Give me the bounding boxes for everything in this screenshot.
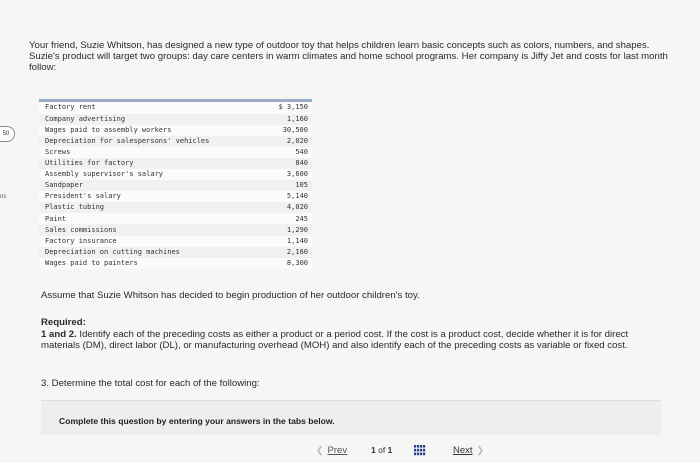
cost-name: Wages paid to painters: [45, 259, 138, 268]
cost-row: [39, 125, 312, 136]
cost-row: [39, 136, 312, 147]
cost-row: [39, 169, 312, 180]
required-heading: Required:: [41, 317, 86, 328]
total-pages: 1: [387, 445, 393, 455]
cost-row: [39, 191, 312, 202]
cost-row: [39, 101, 312, 114]
cost-name: President's salary: [45, 192, 121, 201]
cost-row: [39, 258, 312, 269]
cost-amount: 4,020: [267, 202, 312, 213]
cost-name: Utilities for factory: [39, 158, 267, 169]
requirement-1-2-text: Identify each of the preceding costs as either a product or a period cost. If the cost is a product cost, decide whether it is for direct materials (DM), direct labor (DL), or manufacturing overhead (MOH) and also identify each of the preceding costs as variable or fixed cost.: [41, 328, 629, 351]
cost-name: Sales commissions: [39, 224, 267, 235]
cost-row: [39, 236, 312, 247]
cost-name: Company advertising: [39, 114, 267, 125]
cost-name: Sandpaper: [39, 180, 267, 191]
cost-amount: 2,160: [267, 247, 312, 258]
answer-panel: [41, 400, 661, 435]
cost-name: Assembly supervisor's salary: [45, 170, 164, 179]
cost-name: Plastic tubing: [39, 202, 267, 213]
cost-amount: $ 3,150: [278, 103, 308, 112]
page-of-label: of: [378, 445, 386, 455]
cost-amount: 5,140: [286, 192, 308, 201]
chevron-left-icon: ❮: [316, 445, 324, 455]
cost-name: Screws: [45, 147, 71, 156]
side-margin-mark: ns: [0, 194, 7, 200]
grid-icon[interactable]: [414, 445, 426, 456]
cost-row: [39, 202, 312, 213]
prev-label: Prev: [327, 445, 348, 456]
cost-amount: 105: [267, 180, 312, 191]
assumption-text: Assume that Suzie Whitson has decided to begin production of her outdoor children's toy.: [41, 290, 420, 301]
side-tab-badge[interactable]: 50: [0, 126, 15, 142]
cost-name: Depreciation for salespersons' vehicles: [39, 136, 267, 147]
cost-row: [39, 213, 312, 224]
cost-row: [39, 247, 312, 258]
cost-table: [39, 99, 312, 269]
cost-amount: 540: [295, 147, 308, 156]
cost-amount: 30,500: [282, 125, 308, 134]
cost-row: [39, 114, 312, 125]
cost-row: [39, 180, 312, 191]
cost-row: [39, 147, 312, 158]
current-page: 1: [371, 445, 376, 455]
next-label: Next: [453, 445, 473, 456]
cost-name: Factory rent: [45, 103, 96, 112]
requirement-3: 3. Determine the total cost for each of the following:: [41, 378, 260, 389]
requirements: [41, 317, 666, 352]
cost-name: Wages paid to assembly workers: [45, 125, 172, 134]
next-button[interactable]: [453, 445, 484, 456]
cost-amount: 2,020: [267, 136, 312, 147]
cost-name: Paint: [45, 214, 67, 223]
problem-intro: Your friend, Suzie Whitson, has designed a new type of outdoor toy that helps children learn basic concepts such as colors, numbers, and shapes. Suzie's product will target two groups: day care centers in warm climates and home school programs. Her company is Jiffy Jet and costs for last month follow:: [29, 40, 668, 73]
page-indicator: [371, 445, 392, 455]
prev-button[interactable]: [316, 445, 347, 456]
cost-name: Depreciation on cutting machines: [39, 247, 267, 258]
cost-amount: 840: [267, 158, 312, 169]
cost-amount: 1,140: [286, 236, 308, 245]
requirement-1-2: [41, 329, 666, 352]
requirement-1-2-number: 1 and 2.: [41, 328, 77, 340]
cost-row: [39, 158, 312, 169]
cost-amount: 245: [295, 214, 308, 223]
cost-amount: 1,290: [267, 224, 312, 235]
chevron-right-icon: ❯: [476, 445, 485, 455]
cost-amount: 3,600: [286, 170, 308, 179]
cost-amount: 8,300: [286, 259, 308, 268]
cost-name: Factory insurance: [45, 236, 117, 245]
cost-amount: 1,160: [267, 114, 312, 125]
cost-row: [39, 224, 312, 235]
answer-instruction: Complete this question by entering your answers in the tabs below.: [59, 416, 335, 426]
